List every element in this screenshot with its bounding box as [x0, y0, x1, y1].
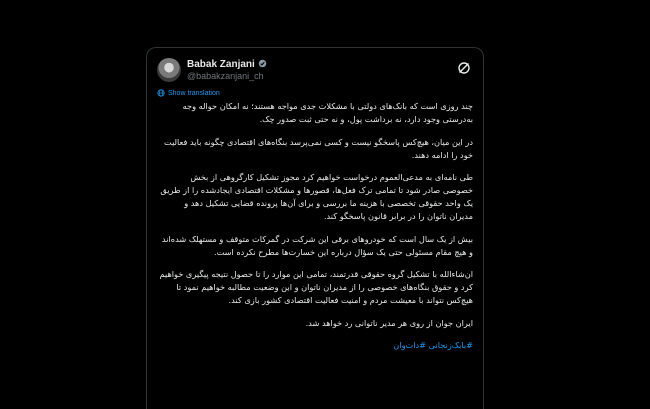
tweet-paragraph: در این میان، هیچ‌کس پاسخگو نیست و کسی نمی‌پرسد بنگاه‌های اقتصادی چگونه باید فعالیت خود را ادامه دهند. — [164, 136, 473, 160]
tweet-header — [157, 58, 473, 84]
tweet-paragraph: چند روزی است که بانک‌های دولتی با مشکلات جدی مواجه هستند؛ نه امکان حواله وجه به‌درستی وجود دارد، نه برداشت پول، و نه حتی ثبت صدور چک. — [182, 101, 473, 124]
author-handle[interactable]: @babakzanjani_ch — [187, 71, 264, 81]
author-name[interactable]: Babak Zanjani — [187, 59, 255, 70]
globe-icon — [157, 89, 165, 97]
tweet-paragraph: ایران جوان از روی هر مدیر ناتوانی رد خواهد شد. — [305, 317, 473, 328]
x-logo-icon[interactable] — [457, 61, 471, 75]
show-translation-label[interactable]: Show translation — [168, 89, 220, 97]
avatar[interactable] — [157, 58, 181, 82]
author-name-row[interactable] — [187, 59, 267, 70]
verified-badge-icon — [258, 59, 267, 68]
tweet-paragraph: ان‌شاءالله با تشکیل گروه حقوقی قدرتمند، تمامی این موارد را تا حصول نتیجه پیگیری خواهیم کرد و حقوق بنگاه‌های خصوصی را از مدیران ناتوان و این وضعیت مطالبه خواهیم نمود تا هیچ‌کس نتواند با معیشت مردم و امنیت فعالیت اقتصادی کشور بازی کند. — [159, 269, 473, 305]
hashtag-links[interactable]: #بابک‌زنجانی #دات‌وان — [393, 340, 473, 350]
show-translation-link[interactable] — [157, 89, 220, 97]
tweet-card — [146, 47, 484, 409]
tweet-paragraph: طی نامه‌ای به مدعی‌العموم درخواست خواهیم کرد مجوز تشکیل کارگروهی از بخش خصوصی صادر شود تا تمامی ترک فعل‌ها، قصورها و مشکلات اقتصادی ایجادشده را از طریق یک واحد حقوقی تخصصی با هزینه ما بررسی و برای آن‌ها پرونده قضایی تشکیل دهد و مدیران ناتوان را در برابر قانون پاسخگو کند. — [160, 172, 473, 221]
tweet-body — [159, 100, 473, 362]
tweet-paragraph: بیش از یک سال است که خودروهای برقی این شرکت در گمرکات متوقف و مستهلک شده‌اند و هیچ مقام مسئولی حتی یک سؤال درباره این خسارت‌ها مطرح نکرده است. — [161, 233, 473, 257]
